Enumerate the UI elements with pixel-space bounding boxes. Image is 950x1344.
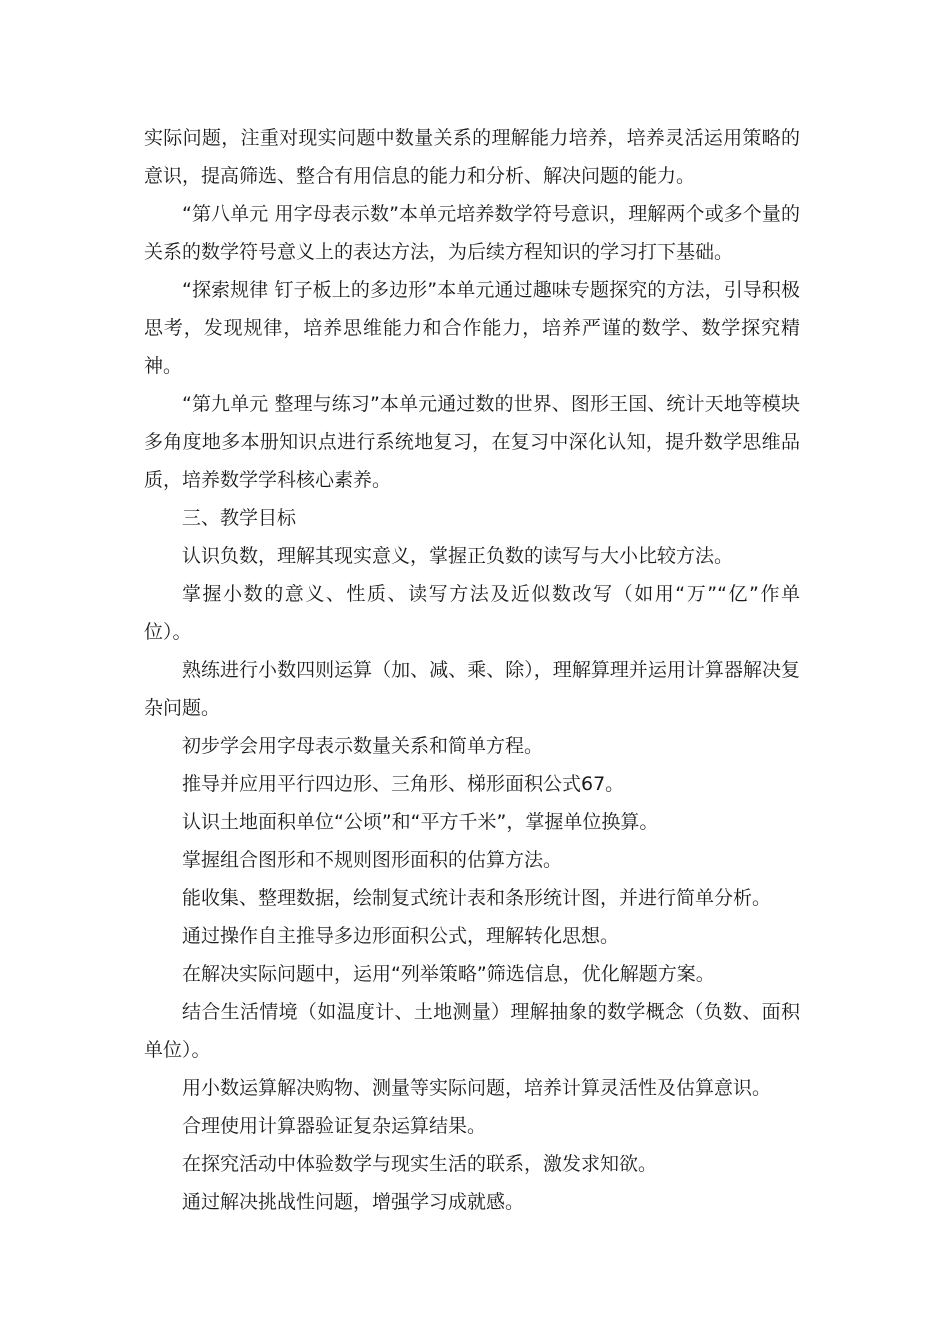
objective-item: 推导并应用平行四边形、三角形、梯形面积公式67。 <box>182 773 625 795</box>
objective-item: 熟练进行小数四则运算（加、减、乘、除），理解算理并运用计算器解决复杂问题。 <box>144 659 800 719</box>
objective-item: 初步学会用字母表示数量关系和简单方程。 <box>182 735 544 757</box>
paragraph-unit-8: “第八单元 用字母表示数”本单元培养数学符号意识，理解两个或多个量的关系的数学符号意义上的表达方法，为后续方程知识的学习打下基础。 <box>144 203 800 263</box>
objective-item: 能收集、整理数据，绘制复式统计表和条形统计图，并进行简单分析。 <box>182 887 772 909</box>
objective-item: 合理使用计算器验证复杂运算结果。 <box>182 1115 487 1137</box>
objective-item: 认识负数，理解其现实意义，掌握正负数的读写与大小比较方法。 <box>182 545 734 567</box>
paragraph-unit-9: “第九单元 整理与练习”本单元通过数的世界、图形王国、统计天地等模块多角度地多本册知识点进行系统地复习，在复习中深化认知，提升数学思维品质，培养数学学科核心素养。 <box>144 393 800 491</box>
paragraph-continuation: 实际问题，注重对现实问题中数量关系的理解能力培养，培养灵活运用策略的意识，提高筛选、整合有用信息的能力和分析、解决问题的能力。 <box>144 127 800 187</box>
paragraph-explore-pattern: “探索规律 钉子板上的多边形”本单元通过趣味专题探究的方法，引导积极思考，发现规律，培养思维能力和合作能力，培养严谨的数学、数学探究精神。 <box>144 279 800 377</box>
objective-item: 掌握组合图形和不规则图形面积的估算方法。 <box>182 849 563 871</box>
objective-item: 在解决实际问题中，运用“列举策略”筛选信息，优化解题方案。 <box>182 963 715 985</box>
objective-item: 掌握小数的意义、性质、读写方法及近似数改写（如用“万”“亿”作单位）。 <box>144 583 800 643</box>
objective-item: 结合生活情境（如温度计、土地测量）理解抽象的数学概念（负数、面积单位）。 <box>144 1001 800 1061</box>
objective-item: 通过解决挑战性问题，增强学习成就感。 <box>182 1191 525 1213</box>
objective-item: 用小数运算解决购物、测量等实际问题，培养计算灵活性及估算意识。 <box>182 1077 772 1099</box>
objective-item: 在探究活动中体验数学与现实生活的联系，激发求知欲。 <box>182 1153 658 1175</box>
section-heading-objectives: 三、教学目标 <box>182 507 297 529</box>
objective-item: 通过操作自主推导多边形面积公式，理解转化思想。 <box>182 925 620 947</box>
objective-item: 认识土地面积单位“公顷”和“平方千米”，掌握单位换算。 <box>182 811 659 833</box>
